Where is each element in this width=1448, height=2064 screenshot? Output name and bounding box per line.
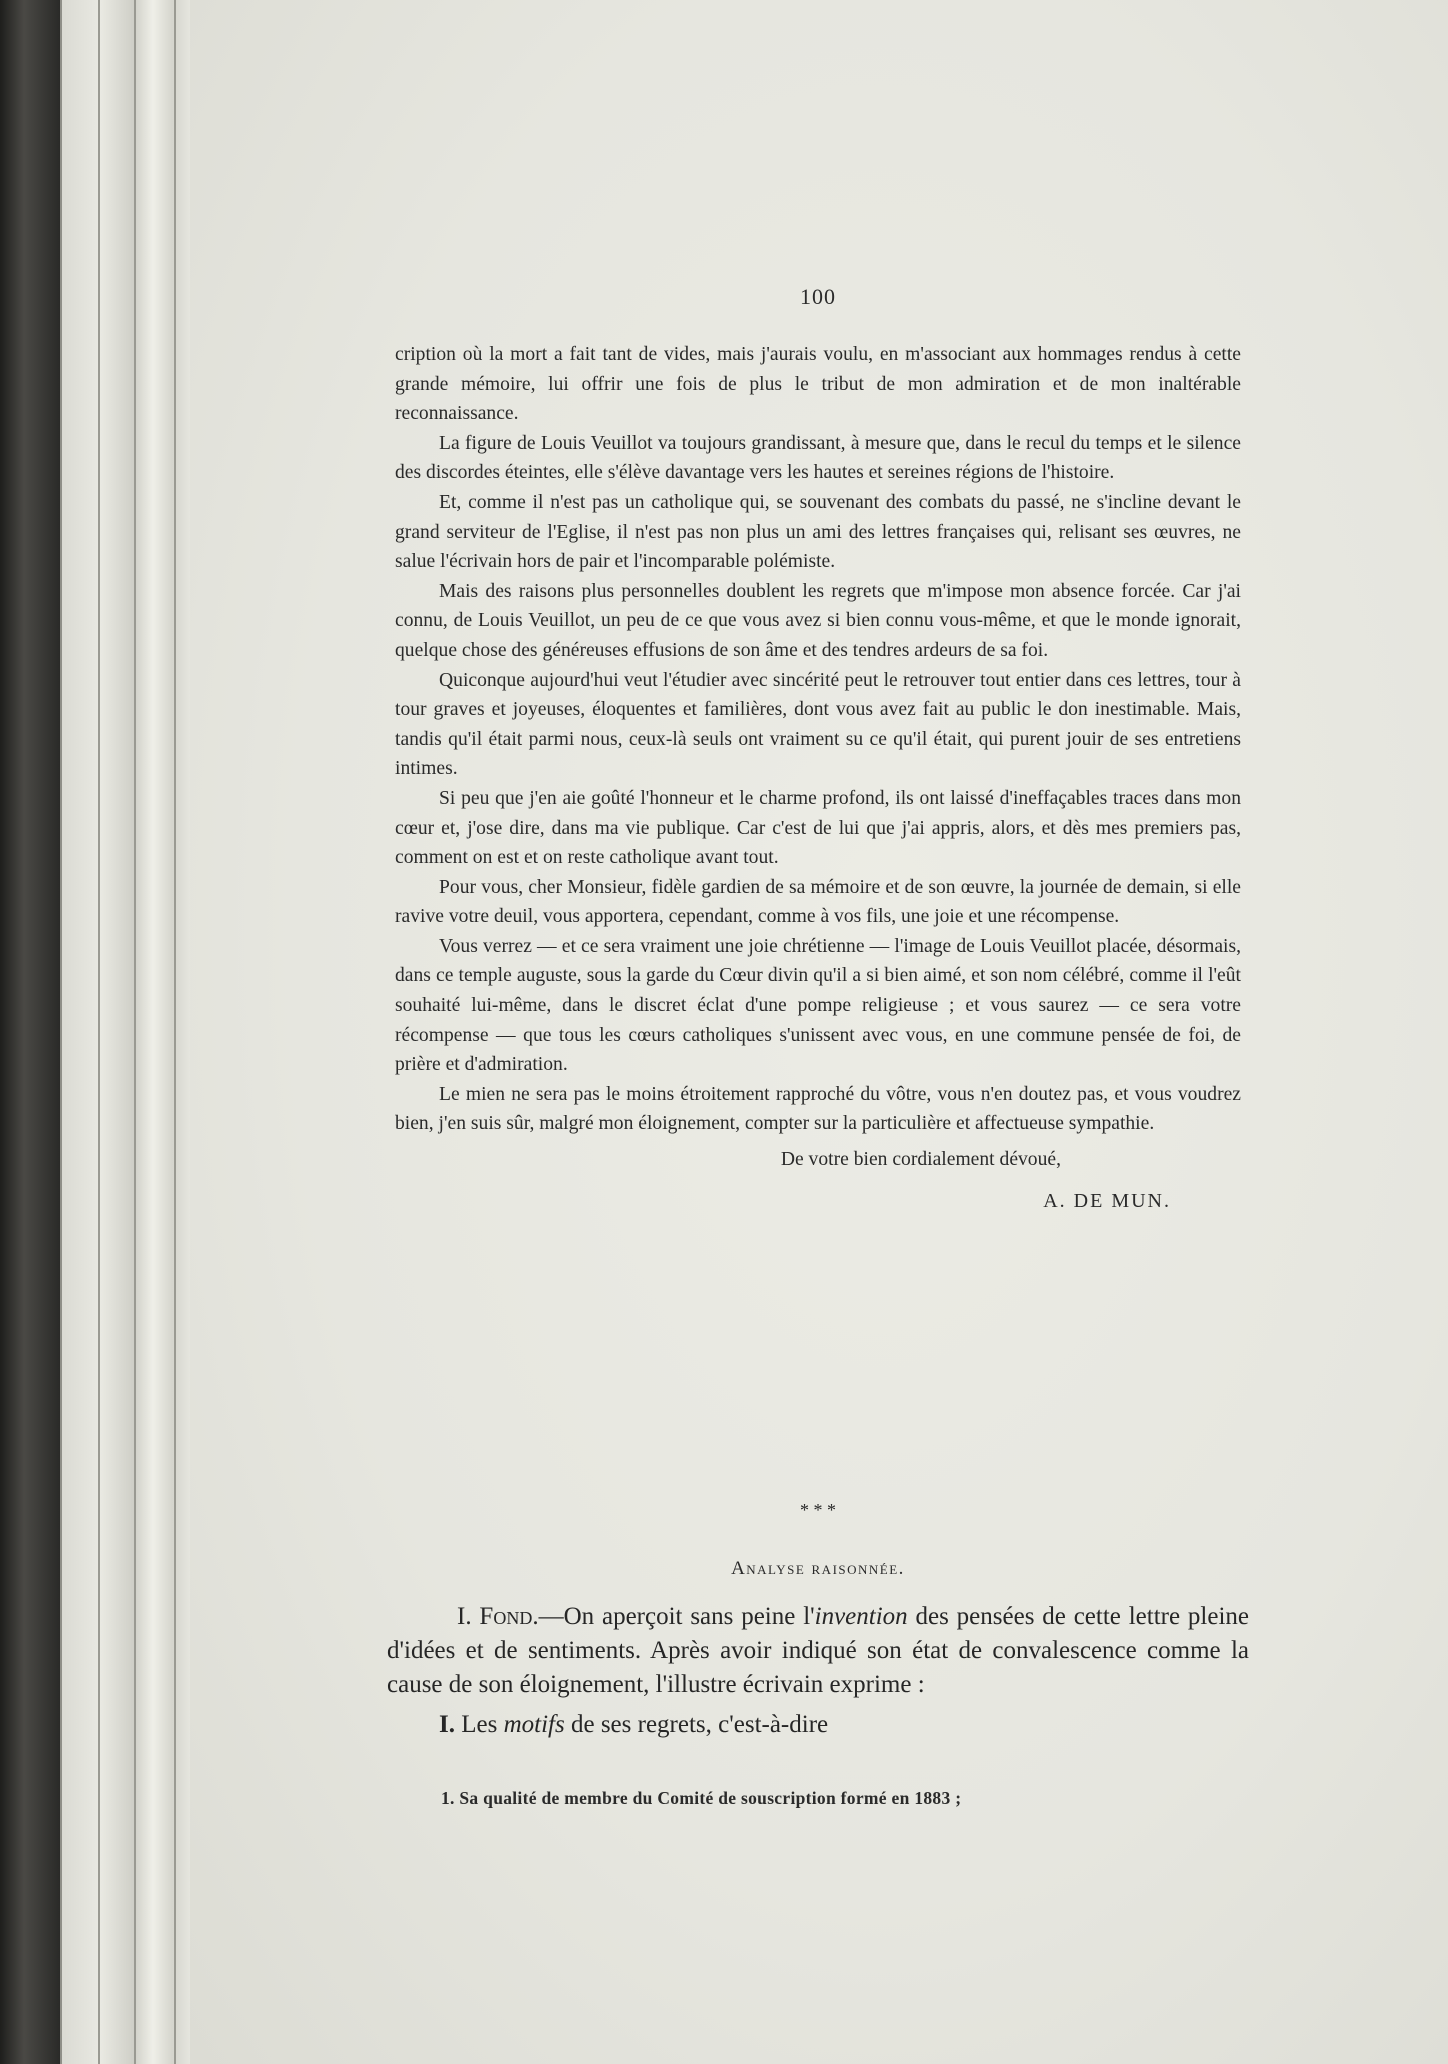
point-italic: motifs — [503, 1711, 565, 1738]
point-number: I. — [439, 1711, 455, 1738]
letter-paragraph: Vous verrez — et ce sera vraiment une joie chrétienne — l'image de Louis Veuillot placée, désormais, dans ce temple auguste, sous la garde du Cœur divin qu'il a si bien aimé, et son nom célébré, comme il l'eût souhaité lui-même, dans le discret éclat d'une pompe religieuse ; et vous saurez — ce sera votre récompense — que tous les cœurs catholiques s'unissent avec vous, en une commune pensée de foi, de prière et d'admiration. — [395, 935, 1241, 1076]
letter-paragraph: La figure de Louis Veuillot va toujours grandissant, à mesure que, dans le recul du temps et le silence des discordes éteintes, elle s'élève davantage vers les hautes et sereines régions de l'histoire. — [395, 432, 1241, 484]
point-text: Les — [454, 1711, 504, 1738]
letter-paragraph: Le mien ne sera pas le moins étroitement rapproché du vôtre, vous n'en doutez pas, et vous voudrez bien, j'en suis sûr, malgré mon éloignement, compter sur la particulière et affectueuse sympathie. — [395, 1083, 1241, 1135]
letter-paragraph: Mais des raisons plus personnelles doublent les regrets que m'impose mon absence forcée. Car j'ai connu, de Louis Veuillot, un peu de ce que vous avez si bien connu vous-même, et que le monde ignorait, quelque chose des généreuses effusions de son âme et des tendres ardeurs de sa foi. — [395, 580, 1241, 661]
analysis-italic: invention — [814, 1603, 908, 1630]
page-number: 100 — [800, 284, 836, 309]
section-title: Analyse raisonnée. — [731, 1558, 905, 1579]
analysis-paragraph — [387, 1600, 1249, 1702]
point-text: de ses regrets, c'est-à-dire — [564, 1711, 829, 1738]
analysis-body — [387, 1600, 1249, 1742]
letter-paragraph: Quiconque aujourd'hui veut l'étudier avec sincérité peut le retrouver tout entier dans ces lettres, tour à tour graves et joyeuses, éloquentes et familières, dont vous avez fait au public le don inestimable. Mais, tandis qu'il était parmi nous, ceux-là seuls ont vraiment su ce qu'il était, qui purent jouir de ses entretiens intimes. — [395, 669, 1241, 780]
page-edge-line — [174, 0, 176, 2064]
letter-signature: A. DE MUN. — [1043, 1189, 1171, 1212]
footnote: 1. Sa qualité de membre du Comité de souscription formé en 1883 ; — [441, 1788, 962, 1808]
letter-paragraph: Pour vous, cher Monsieur, fidèle gardien de sa mémoire et de son œuvre, la journée de demain, si elle ravive votre deuil, vous apportera, cependant, comme à vos fils, une joie et une récompense. — [395, 876, 1241, 928]
page-edge-line — [134, 0, 136, 2064]
analysis-label: I. Fond. — [457, 1603, 539, 1630]
letter-paragraph: Et, comme il n'est pas un catholique qui, se souvenant des combats du passé, ne s'incline devant le grand serviteur de l'Eglise, il n'est pas non plus un ami des lettres françaises qui, relisant ses œuvres, ne salue l'écrivain hors de pair et l'incomparable polémiste. — [395, 491, 1241, 573]
book-binding — [0, 0, 60, 2064]
letter-paragraph: Si peu que j'en aie goûté l'honneur et le charme profond, ils ont laissé d'ineffaçables traces dans mon cœur et, j'ose dire, dans ma vie publique. Car c'est de lui que j'ai appris, alors, et dès mes premiers pas, comment on est et on reste catholique avant tout. — [395, 787, 1241, 869]
analysis-point — [387, 1708, 1249, 1742]
book-page — [190, 0, 1448, 2064]
letter-paragraph: cription où la mort a fait tant de vides, mais j'aurais voulu, en m'associant aux hommages rendus à cette grande mémoire, lui offrir une fois de plus le tribut de mon admiration et de mon inaltérable reconnaissance. — [395, 344, 1241, 425]
letter-body — [395, 340, 1241, 1216]
analysis-text: —On aperçoit sans peine l' — [538, 1603, 815, 1630]
section-separator: * * * — [800, 1500, 836, 1520]
letter-closing: De votre bien cordialement dévoué, — [780, 1149, 1061, 1171]
page-edge-line — [98, 0, 100, 2064]
analysis-text: des pensées de cette lettre pleine d'idées et de sentiments. Après avoir indiqué son état de convalescence comme la cause de son éloignement, l'illustre écrivain exprime : — [387, 1603, 1249, 1698]
page-stack-edge — [60, 0, 192, 2064]
